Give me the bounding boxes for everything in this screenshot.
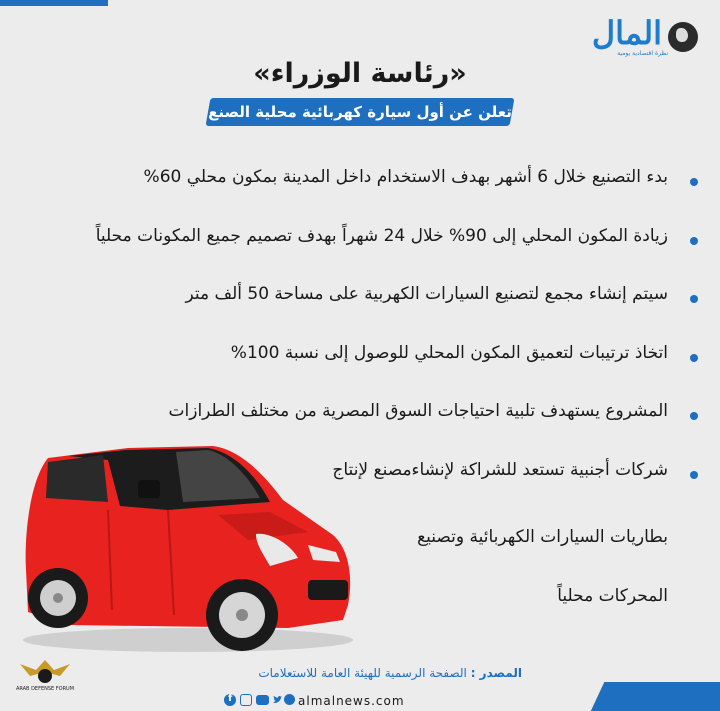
bullet-text: اتخاذ ترتيبات لتعميق المكون المحلي للوصول إلى نسبة 100% [230, 342, 668, 363]
twitter-icon[interactable] [272, 694, 283, 706]
page-title: «رئاسة الوزراء» [253, 58, 467, 89]
bullet-dot-icon [690, 412, 698, 420]
bullet-continuation: بطاريات السيارات الكهربائية وتصنيع [417, 527, 668, 547]
top-accent-strip [0, 0, 108, 6]
eagle-emblem-icon [6, 656, 84, 688]
youtube-icon[interactable] [256, 695, 269, 705]
website-url[interactable]: almalnews.com [298, 694, 405, 708]
bullet-dot-icon [690, 354, 698, 362]
bullet-dot-icon [690, 237, 698, 245]
arab-defense-forum-logo [6, 656, 84, 708]
bullet-text: بدء التصنيع خلال 6 أشهر بهدف الاستخدام داخل المدينة بمكون محلي 60% [143, 167, 668, 187]
logo-tagline: نظرة اقتصادية يومية [617, 50, 668, 57]
adf-logo-text: ARAB DEFENSE FORUM [15, 686, 75, 692]
bullet-dot-icon [690, 295, 698, 303]
list-item [98, 277, 698, 336]
corner-accent [586, 682, 720, 711]
red-electric-car-image [8, 440, 358, 655]
list-item [98, 160, 698, 219]
bullet-dot-icon [690, 471, 698, 479]
bullet-continuation: المحركات محلياً [557, 586, 668, 606]
globe-logo-icon [668, 22, 698, 52]
logo-name: المال [591, 14, 662, 52]
instagram-icon[interactable] [240, 694, 252, 706]
bullet-text: شركات أجنبية تستعد للشراكة لإنشاءمصنع لإنتاج [332, 459, 668, 480]
globe-icon [284, 694, 295, 705]
source-credit [200, 666, 522, 680]
bullet-text: المشروع يستهدف تلبية احتياجات السوق المصرية من مختلف الطرازات [168, 401, 668, 421]
source-label: المصدر : [470, 666, 522, 680]
source-text: الصفحة الرسمية للهيئة العامة للاستعلامات [258, 666, 471, 680]
facebook-icon[interactable]: f [224, 694, 236, 706]
almal-logo[interactable] [588, 16, 698, 60]
list-item [95, 219, 698, 278]
bullet-text: سيتم إنشاء مجمع لتصنيع السيارات الكهربية على مساحة 50 ألف متر [185, 284, 668, 304]
list-item [98, 336, 698, 395]
bullet-text: زيادة المكون المحلي إلى 90% خلال 24 شهراً بهدف تصميم جميع المكونات محلياً [95, 225, 668, 246]
page-subtitle: تعلن عن أول سيارة كهربائية محلية الصنع [208, 103, 512, 121]
bullet-dot-icon [690, 178, 698, 186]
